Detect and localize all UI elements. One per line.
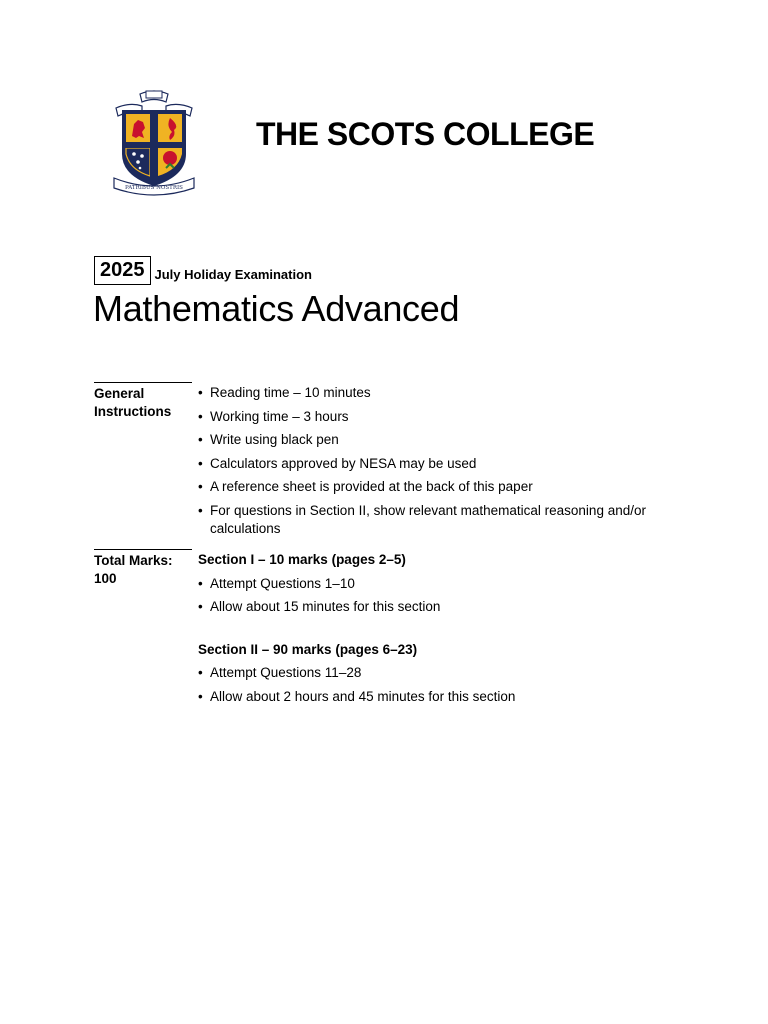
list-item: • Working time – 3 hours [198,408,349,424]
sections-list [198,549,654,711]
exam-type: July Holiday Examination [154,267,312,282]
list-item: • Reading time – 10 minutes [198,385,371,400]
list-item: • Allow about 2 hours and 45 minutes for this section [198,688,516,704]
list-item: • Attempt Questions 11–28 [198,665,362,680]
college-name: THE SCOTS COLLEGE [256,116,595,152]
list-item: • Allow about 15 minutes for this section [198,599,441,614]
list-item: • Calculators approved by NESA may be used [198,455,477,471]
section-1-heading: Section I – 10 marks (pages 2–5) [198,552,406,567]
general-instructions-label: General Instructions [94,382,192,543]
total-marks-row [94,549,654,711]
list-item: • Write using black pen [198,432,339,447]
exam-year-box: 2025 [94,256,151,285]
general-instructions-list [198,382,654,543]
college-crest-logo [110,88,198,198]
list-item: • Attempt Questions 1–10 [198,575,355,591]
list-item: • A reference sheet is provided at the back of this paper [198,479,533,494]
total-marks-label: Total Marks: 100 [94,549,192,711]
list-item: • For questions in Section II, show relevant mathematical reasoning and/or calculations [198,502,646,536]
crest-motto: PATRIBUS NOSTRIS [125,185,183,191]
exam-meta [94,256,312,285]
subject-title: Mathematics Advanced [93,288,460,329]
crest-icon [110,88,198,198]
section-2-heading: Section II – 90 marks (pages 6–23) [198,641,418,657]
general-instructions-row [94,382,654,543]
